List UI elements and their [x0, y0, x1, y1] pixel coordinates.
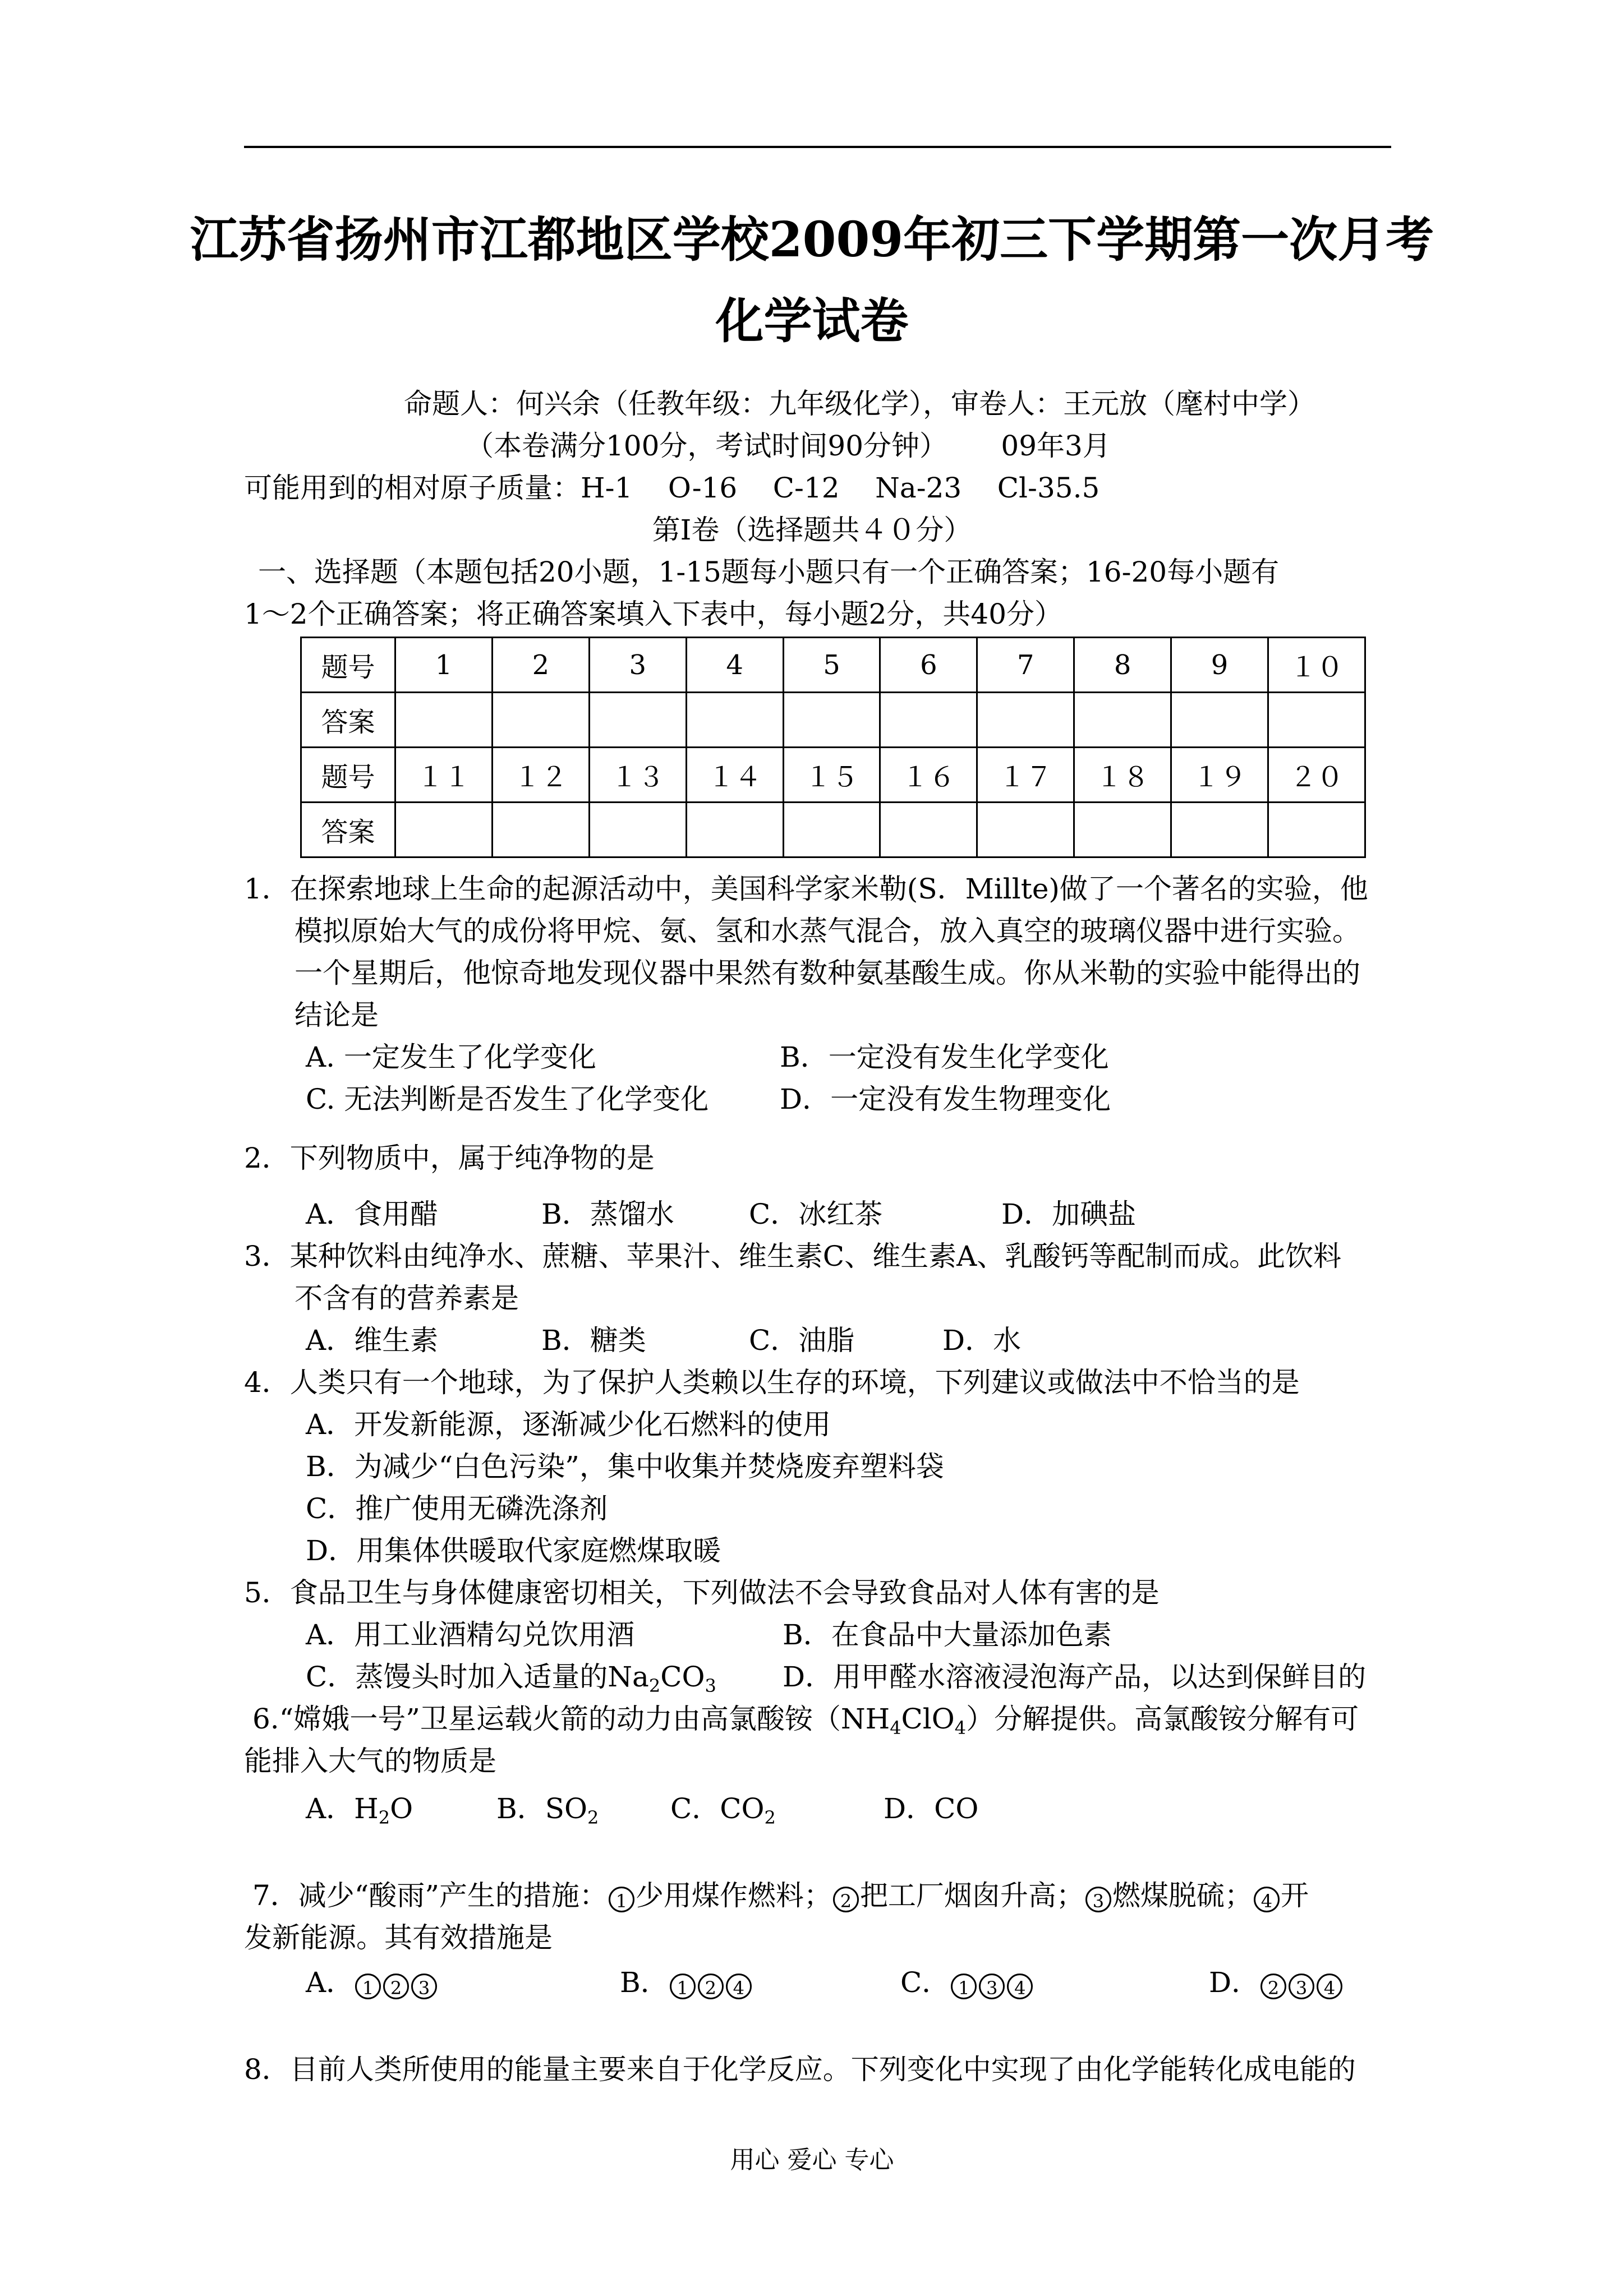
- q1-option-a: A. 一定发生了化学变化: [306, 1041, 596, 1073]
- q4-stem: 4．人类只有一个地球，为了保护人类赖以生存的环境，下列建议或做法中不恰当的是: [244, 1366, 1300, 1399]
- instructions-line-1: 一、选择题（本题包括20小题，1-15题每小题只有一个正确答案；16-20每小题有: [258, 556, 1280, 588]
- q2-option-a: A．食用醋: [306, 1198, 439, 1230]
- instructions-line-2: 1～2个正确答案；将正确答案填入下表中，每小题2分，共40分）: [244, 598, 1063, 630]
- answer-cell[interactable]: [977, 803, 1074, 857]
- answer-cell[interactable]: [880, 803, 977, 857]
- answer-cell[interactable]: [395, 693, 493, 748]
- answer-cell[interactable]: [1268, 693, 1365, 748]
- q7-stem-line-2: 发新能源。其有效措施是: [244, 1921, 553, 1954]
- table-cell: １３: [589, 748, 686, 803]
- q4-option-c: C．推广使用无磷洗涤剂: [306, 1492, 608, 1525]
- table-cell: 7: [977, 638, 1074, 693]
- exam-title: 江苏省扬州市江都地区学校2009年初三下学期第一次月考: [190, 211, 1434, 268]
- q1-stem-line-2: 模拟原始大气的成份将甲烷、氨、氢和水蒸气混合，放入真空的玻璃仪器中进行实验。: [295, 915, 1360, 947]
- table-cell: １６: [880, 748, 977, 803]
- table-label-number: 题号: [301, 748, 395, 803]
- table-cell: 3: [589, 638, 686, 693]
- q4-option-d: D．用集体供暖取代家庭燃煤取暖: [306, 1534, 721, 1567]
- q4-option-a: A．开发新能源，逐渐减少化石燃料的使用: [306, 1408, 831, 1441]
- q3-option-b: B．糖类: [541, 1324, 646, 1357]
- circled-number: 2: [833, 1887, 859, 1912]
- table-cell: 4: [686, 638, 783, 693]
- answer-cell[interactable]: [395, 803, 493, 857]
- q3-stem-line-1: 3．某种饮料由纯净水、蔗糖、苹果汁、维生素C、维生素A、乳酸钙等配制而成。此饮料: [244, 1240, 1342, 1273]
- q1-option-d: D．一定没有发生物理变化: [780, 1083, 1111, 1115]
- page-footer: 用心 爱心 专心: [730, 2146, 894, 2174]
- q6-option-b: B．$SO_2$: [496, 1792, 599, 1828]
- answer-cell[interactable]: [589, 693, 686, 748]
- table-cell: 2: [492, 638, 589, 693]
- q3-option-a: A．维生素: [306, 1324, 439, 1357]
- q8-stem-line-1: 8．目前人类所使用的能量主要来自于化学反应。下列变化中实现了由化学能转化成电能的: [244, 2053, 1356, 2086]
- answer-cell[interactable]: [492, 803, 589, 857]
- table-cell: １２: [492, 748, 589, 803]
- q7-option-a: A． 1 2 3: [306, 1968, 438, 1999]
- q2-option-c: C．冰红茶: [749, 1198, 883, 1230]
- table-label-answer: 答案: [301, 803, 395, 857]
- answer-cell[interactable]: [1171, 693, 1268, 748]
- q2-stem: 2．下列物质中，属于纯净物的是: [244, 1142, 655, 1174]
- section-heading: 第Ⅰ卷（选择题共４０分）: [652, 514, 972, 546]
- table-label-answer: 答案: [301, 693, 395, 748]
- table-cell: 9: [1171, 638, 1268, 693]
- answer-cell[interactable]: [1171, 803, 1268, 857]
- answer-cell[interactable]: [1074, 693, 1171, 748]
- table-label-number: 题号: [301, 638, 395, 693]
- q5-option-b: B．在食品中大量添加色素: [783, 1619, 1112, 1651]
- table-row: [301, 748, 1365, 803]
- q6-stem-line-2: 能排入大气的物质是: [244, 1745, 496, 1777]
- q1-stem-line-3: 一个星期后，他惊奇地发现仪器中果然有数种氨基酸生成。你从米勒的实验中能得出的: [295, 957, 1360, 989]
- header-rule: [244, 146, 1391, 148]
- q6-stem-line-1: 6.“嫦娥一号”卫星运载火箭的动力由高氯酸铵$(NH_4ClO_4)$分解提供。高氯酸铵分解有可: [252, 1703, 1359, 1739]
- q3-stem-line-2: 不含有的营养素是: [295, 1282, 519, 1315]
- table-cell: １１: [395, 748, 493, 803]
- q3-option-d: D．水: [942, 1324, 1022, 1357]
- table-cell: 8: [1074, 638, 1171, 693]
- circled-number: 1: [609, 1887, 634, 1912]
- q5-option-d: D．用甲醛水溶液浸泡海产品，以达到保鲜目的: [783, 1661, 1367, 1693]
- authors-line: 命题人：何兴余（任教年级：九年级化学），审卷人：王元放（麾村中学）: [404, 388, 1315, 420]
- answer-cell[interactable]: [1268, 803, 1365, 857]
- q6-option-c: C．$CO_2$: [670, 1792, 776, 1828]
- q7-option-d: D． 2 3 4: [1209, 1968, 1344, 1999]
- answer-cell[interactable]: [880, 693, 977, 748]
- table-cell: １５: [783, 748, 880, 803]
- exam-info: （本卷满分100分，考试时间90分钟） 09年3月: [466, 430, 1111, 462]
- table-cell: １４: [686, 748, 783, 803]
- q1-stem-line-1: 1．在探索地球上生命的起源活动中，美国科学家米勒(S．Millte)做了一个著名的实验，他: [244, 873, 1368, 905]
- q5-stem: 5．食品卫生与身体健康密切相关，下列做法不会导致食品对人体有害的是: [244, 1576, 1160, 1609]
- table-cell: １９: [1171, 748, 1268, 803]
- table-cell: 5: [783, 638, 880, 693]
- q6-option-d: D．CO: [884, 1792, 979, 1825]
- q1-option-b: B．一定没有发生化学变化: [780, 1041, 1109, 1073]
- atomic-masses: 可能用到的相对原子质量：H-1 O-16 C-12 Na-23 Cl-35.5: [244, 472, 1100, 504]
- table-cell: １０: [1268, 638, 1365, 693]
- table-cell: １７: [977, 748, 1074, 803]
- answer-table: [300, 637, 1366, 858]
- table-cell: 1: [395, 638, 493, 693]
- table-cell: １８: [1074, 748, 1171, 803]
- table-row: [301, 638, 1365, 693]
- q5-option-a: A．用工业酒精勾兑饮用酒: [306, 1619, 635, 1651]
- q2-option-b: B．蒸馏水: [541, 1198, 674, 1230]
- q3-option-c: C．油脂: [749, 1324, 855, 1357]
- q7-stem-line-1: 7．减少“酸雨”产生的措施： 1 少用煤作燃料； 2 把工厂烟囱升高； 3 燃煤脱硫； 4 开: [252, 1879, 1309, 1912]
- answer-cell[interactable]: [783, 803, 880, 857]
- table-row: [301, 803, 1365, 857]
- circled-number: 4: [1254, 1887, 1280, 1912]
- answer-cell[interactable]: [1074, 803, 1171, 857]
- q4-option-b: B．为减少“白色污染”，集中收集并焚烧废弃塑料袋: [306, 1450, 944, 1483]
- circled-number: 3: [1085, 1887, 1111, 1912]
- answer-cell[interactable]: [492, 693, 589, 748]
- q1-option-c: C. 无法判断是否发生了化学变化: [306, 1083, 709, 1115]
- q2-option-d: D．加碘盐: [1001, 1198, 1137, 1230]
- answer-cell[interactable]: [589, 803, 686, 857]
- answer-cell[interactable]: [977, 693, 1074, 748]
- q5-option-c: C．蒸馒头时加入适量的$Na_2CO_3$: [306, 1661, 716, 1696]
- q7-option-b: B． 1 2 4: [620, 1968, 753, 1999]
- q6-option-a: A．$H_2O$: [306, 1792, 413, 1828]
- answer-cell[interactable]: [686, 803, 783, 857]
- exam-subtitle: 化学试卷: [715, 293, 909, 349]
- table-cell: ２０: [1268, 748, 1365, 803]
- table-row: [301, 693, 1365, 748]
- table-cell: 6: [880, 638, 977, 693]
- q7-option-c: C． 1 3 4: [900, 1968, 1034, 1999]
- q1-stem-line-4: 结论是: [295, 999, 379, 1031]
- answer-cell[interactable]: [686, 693, 783, 748]
- answer-cell[interactable]: [783, 693, 880, 748]
